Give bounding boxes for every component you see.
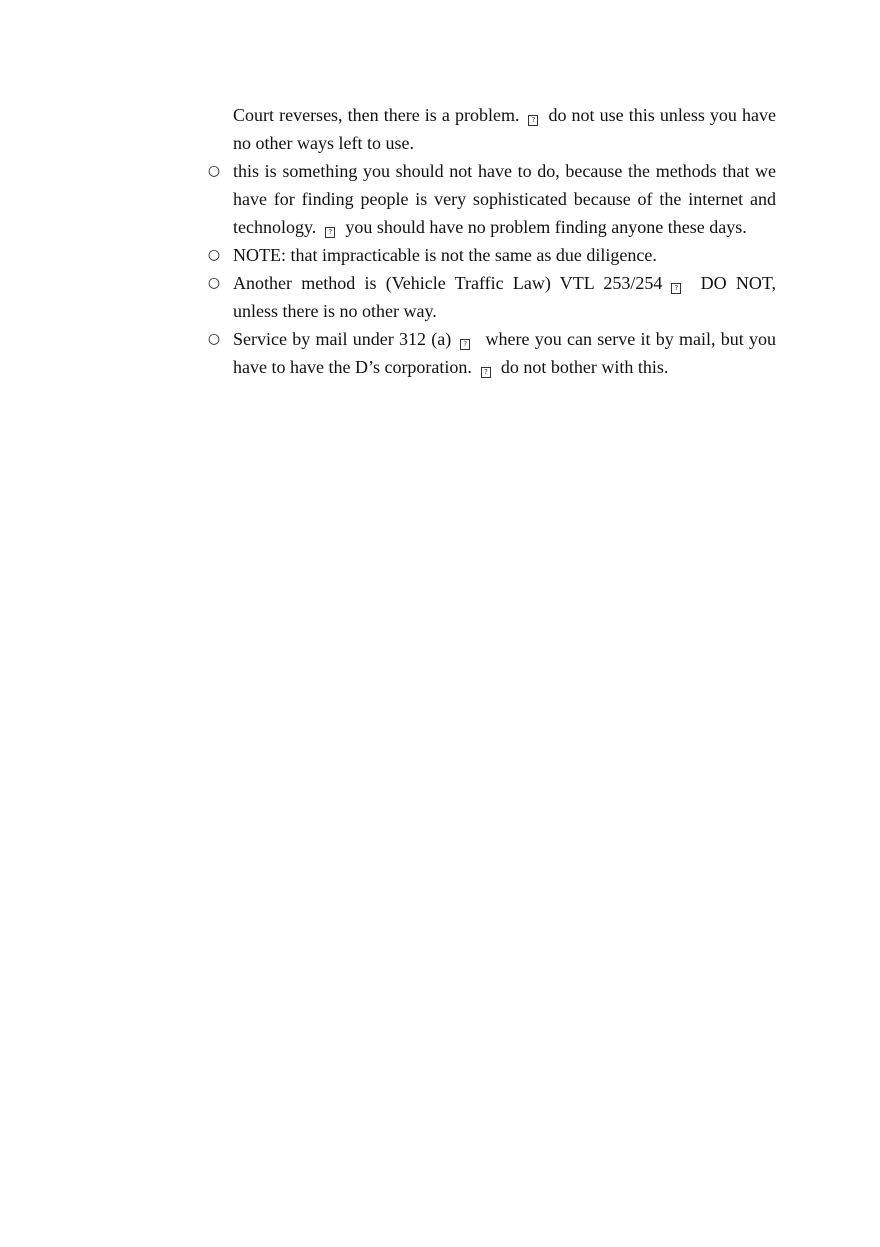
missing-glyph-icon: ? bbox=[671, 283, 681, 294]
missing-glyph-icon: ? bbox=[460, 339, 470, 350]
bullet-icon: ○ bbox=[207, 247, 221, 263]
continuation-text-2: do not use this unless you have no other ways left to use. bbox=[233, 105, 776, 153]
document-body bbox=[207, 101, 776, 381]
missing-glyph-icon: ? bbox=[481, 367, 491, 378]
bullet-icon: ○ bbox=[207, 275, 221, 291]
list-item-text: NOTE: that impracticable is not the same as due diligence. bbox=[233, 245, 657, 265]
list-item-text-1: Another method is (Vehicle Traffic Law) VTL 253/254 bbox=[233, 273, 663, 293]
bullet-icon: ○ bbox=[207, 163, 221, 179]
continuation-text-1: Court reverses, then there is a problem. bbox=[233, 105, 520, 125]
bullet-icon: ○ bbox=[207, 331, 221, 347]
list-item bbox=[207, 269, 776, 325]
list-item-text-2: DO NOT, unless there is no other way. bbox=[233, 273, 776, 321]
list-item-text-2: you should have no problem finding anyone these days. bbox=[345, 217, 747, 237]
list-item bbox=[207, 241, 776, 269]
list-item bbox=[207, 325, 776, 381]
continuation-paragraph bbox=[233, 101, 776, 157]
list-item bbox=[207, 157, 776, 241]
missing-glyph-icon: ? bbox=[528, 115, 538, 126]
list-item-text-1: Service by mail under 312 (a) bbox=[233, 329, 452, 349]
list-item-text-3: do not bother with this. bbox=[500, 357, 669, 377]
list-item-text-1: this is something you should not have to do, because the methods that we have for finding people is very sophisticated because of the internet and technology. bbox=[233, 161, 776, 237]
list-item-text-2: where you can serve it by mail, but you have to have the D’s corporation. bbox=[233, 329, 776, 377]
missing-glyph-icon: ? bbox=[325, 227, 335, 238]
